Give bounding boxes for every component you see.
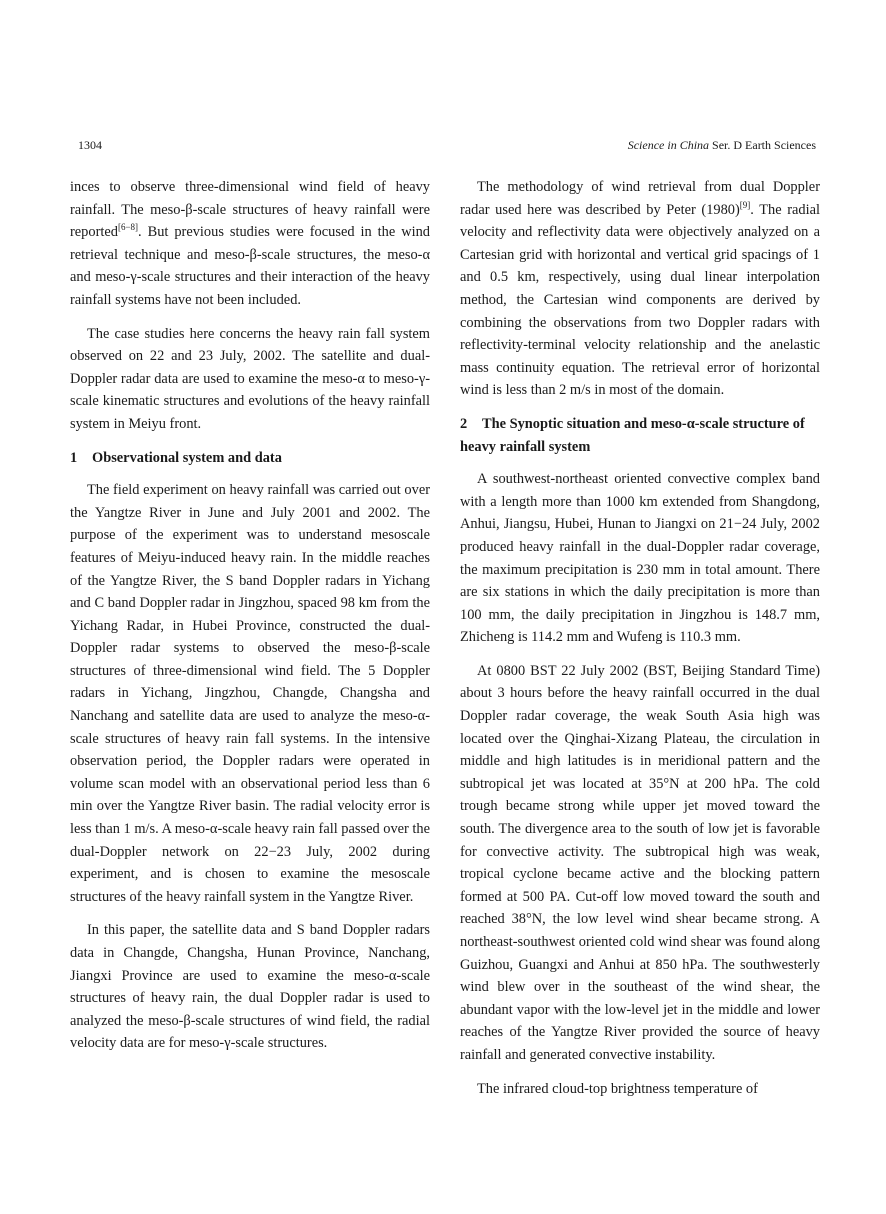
paragraph-case-study: The case studies here concerns the heavy rain fall system observed on 22 and 23 July, 2002. The satellite and dual-Doppler radar data are used to examine the meso-α to meso-γ-scale kinematic structures and evolutions of the heavy rainfall system in Meiyu front. <box>70 325 430 432</box>
paragraph-text: The methodology of wind retrieval from dual Doppler radar used here was described by Peter (1980) <box>460 179 820 218</box>
left-column <box>70 176 430 1066</box>
paragraph-data-usage: In this paper, the satellite data and S band Doppler radars data in Changde, Changsha, Hunan Province, Nanchang, Jiangxi Province are used to examine the meso-α-scale structures of heavy rain, the dual Doppler radar is used to analyzed the meso-β-scale structures of wind field, the radial velocity data are for meso-γ-scale structures. <box>70 922 430 1052</box>
paragraph-methodology <box>460 176 820 402</box>
running-title <box>628 138 816 153</box>
page-header <box>78 138 816 156</box>
journal-series: Ser. D Earth Sciences <box>709 138 816 152</box>
citation-reference: [9] <box>739 199 751 210</box>
paragraph-infrared: The infrared cloud-top brightness temperature of <box>477 1080 758 1097</box>
section-heading-2 <box>460 413 820 458</box>
page-number: 1304 <box>78 138 102 152</box>
section-title: The Synoptic situation and meso-α-scale structure of heavy rainfall system <box>460 415 805 455</box>
section-title: Observational system and data <box>92 449 282 466</box>
section-number: 2 <box>460 415 468 432</box>
paragraph-intro-continued <box>70 176 430 312</box>
paragraph-field-experiment: The field experiment on heavy rainfall was carried out over the Yangtze River in June and July 2001 and 2002. The purpose of the experiment was to understand mesoscale features of Meiyu-induced heavy rain. In the middle reaches of the Yangtze River, the S band Doppler radars in Yichang and C band Doppler radar in Jingzhou, spaced 98 km from the Yichang Radar, in Hubei Province, constructed the dual-Doppler radar systems to observed the meso-β-scale structures of three-dimensional wind field. The 5 Doppler radars in Yichang, Jingzhou, Changde, Changsha and Nanchang and satellite data are used to analyze the meso-α-scale structures of heavy rain fall systems. In the intensive observation period, the Doppler radars were operated in volume scan model with an observational period less than 6 min over the Yangtze River basin. The radial velocity error is less than 1 m/s. A meso-α-scale heavy rain fall passed over the dual-Doppler network on 22−23 July, 2002 during experiment, and is chosen to examine the mesoscale structures of the heavy rainfall system in the Yangtze River. <box>70 482 431 905</box>
paragraph-text: . But previous studies were focused in the wind retrieval technique and meso-β-scale structures, the meso-α and meso-γ-scale structures and their interaction of the heavy rainfall systems have not been included. <box>70 224 430 308</box>
right-column <box>460 176 820 1111</box>
paragraph-text: inces to observe three-dimensional wind field of heavy rainfall. The meso-β-scale structures of heavy rainfall were reported <box>70 179 430 241</box>
paragraph-synoptic-situation: At 0800 BST 22 July 2002 (BST, Beijing Standard Time) about 3 hours before the heavy rainfall occurred in the dual Doppler radar coverage, the weak South Asia high was located over the Qinghai-Xizang Plateau, the circulation in middle and high latitudes is in meridional pattern and the subtropical jet was located at 35°N at 200 hPa. The cold trough became strong while upper jet moved toward the south. The divergence area to the south of low jet is favorable for convective activity. The subtropical high was weak, tropical cyclone became active and the blocking pattern formed at 500 PA. Cut-off low moved toward the south and reached 38°N, the low level wind shear became strong. A northeast-southwest oriented cold wind shear was found along Guizhou, Guangxi and Anhui at 850 hPa. The southwesterly wind blew over in the southeast of the wind shear, the abundant vapor with the low-level jet in the middle and lower reaches of the Yangtze River provided the source of heavy rainfall and generated convective instability. <box>460 662 820 1063</box>
paragraph-convective-band: A southwest-northeast oriented convective complex band with a length more than 1000 km extended from Shangdong, Anhui, Jiangsu, Hubei, Hunan to Jiangxi on 21−24 July, 2002 produced heavy rainfall in the dual-Doppler radar coverage, the maximum precipitation is 230 mm in total amount. There are six stations in which the daily precipitation is more than 100 mm, the daily precipitation in Jingzhou is 148.7 mm, Zhicheng is 114.2 mm and Wufeng is 110.3 mm. <box>460 471 820 646</box>
journal-name: Science in China <box>627 138 710 152</box>
section-number: 1 <box>70 449 78 466</box>
paragraph-text: . The radial velocity and reflectivity data were objectively analyzed on a Cartesian grid with horizontal and vertical grid spacings of 1 and 0.5 km, respectively, using dual linear interpolation method, the Cartesian wind components are derived by combining the observations from two Doppler radars with reflectivity-terminal velocity relationship and the anelastic mass continuity equation. The retrieval error of horizontal wind is less than 2 m/s in most of the domain. <box>460 201 820 399</box>
section-heading-1 <box>70 447 430 470</box>
citation-reference: [6−8] <box>117 222 139 233</box>
